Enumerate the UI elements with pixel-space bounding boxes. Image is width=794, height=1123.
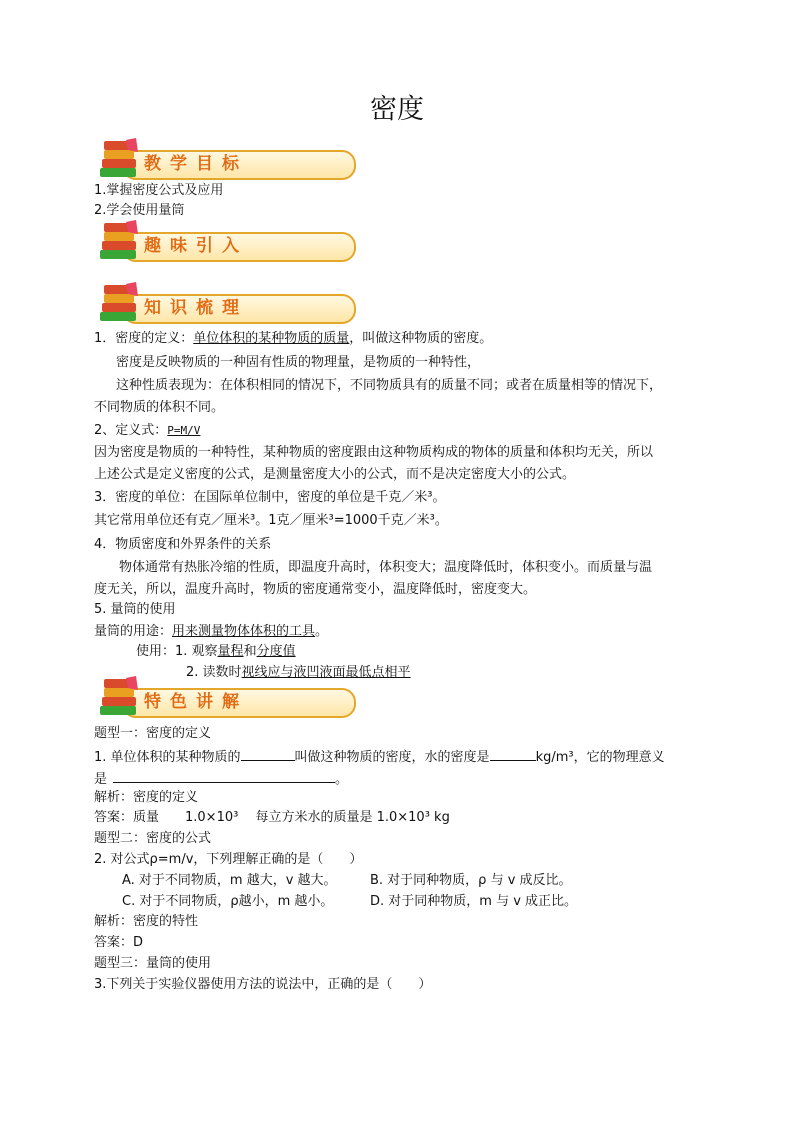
type-1-heading: 题型一：密度的定义	[94, 726, 212, 741]
underlined-term: 用来测量物体体积的工具	[172, 624, 316, 639]
section-title-featured: 特色讲解	[144, 692, 248, 712]
knowledge-2-line3: 上述公式是定义密度的公式，是测量密度大小的公式，而不是决定密度大小的公式。	[94, 467, 576, 482]
knowledge-2-formula	[94, 421, 200, 441]
question-3-stem: 3.下列关于实验仪器使用方法的说法中，正确的是（ ）	[94, 977, 432, 992]
answer-blank	[241, 746, 295, 761]
text: 。	[335, 772, 349, 787]
text: 使用：1. 观察	[136, 644, 218, 659]
knowledge-5-usage-2	[186, 663, 411, 683]
section-title-intro: 趣味引入	[144, 236, 248, 256]
knowledge-1-line4: 不同物质的体积不同。	[94, 400, 225, 415]
question-2-option-b: B. 对于同种物质，ρ 与 v 成反比。	[370, 873, 572, 888]
knowledge-2-line2: 因为密度是物质的一种特性，某种物质的密度跟由这种物质构成的物体的质量和体积均无关，所以	[94, 445, 654, 460]
section-banner-featured	[96, 684, 266, 720]
analysis-2: 解析：密度的特性	[94, 914, 199, 929]
question-2-option-a: A. 对于不同物质，m 越大，v 越大。	[122, 873, 337, 888]
text: 叫做这种物质的密度，水的密度是	[294, 750, 490, 765]
question-2-option-c: C. 对于不同物质，ρ越小，m 越小。	[122, 894, 334, 909]
underlined-term: 单位体积的某种物质的质量	[193, 331, 350, 346]
text: 2、定义式：	[94, 423, 168, 438]
type-3-heading: 题型三：量筒的使用	[94, 956, 212, 971]
question-2-option-d: D. 对于同种物质，m 与 v 成正比。	[370, 894, 578, 909]
section-title-knowledge: 知识梳理	[144, 298, 248, 318]
answer-blank	[490, 746, 536, 761]
underlined-term: 分度值	[256, 644, 296, 659]
section-banner-objectives	[96, 146, 266, 182]
section-banner-intro	[96, 228, 266, 264]
text: 1．密度的定义：	[94, 331, 194, 346]
knowledge-3-line1: 3．密度的单位：在国际单位制中，密度的单位是千克／米³。	[94, 490, 446, 505]
underlined-term: 量程	[217, 644, 244, 659]
question-2-stem: 2. 对公式ρ=m/v，下列理解正确的是（ ）	[94, 852, 363, 867]
formula: P=M/V	[167, 424, 201, 437]
knowledge-5-use	[94, 622, 328, 642]
text: 2. 读数时	[186, 665, 242, 680]
text: 是	[94, 772, 108, 787]
text: ，叫做这种物质的密度。	[349, 331, 493, 346]
knowledge-1-line3: 这种性质表现为：在体积相同的情况下，不同物质具有的质量不同；或者在质量相等的情况下，	[116, 378, 663, 393]
text: kg/m³，它的物理意义	[535, 750, 665, 765]
analysis-1: 解析：密度的定义	[94, 790, 199, 805]
text: 量筒的用途：	[94, 624, 173, 639]
type-2-heading: 题型二：密度的公式	[94, 831, 212, 846]
answer-1: 答案：质量 1.0×10³ 每立方米水的质量是 1.0×10³ kg	[94, 810, 450, 825]
books-icon	[96, 676, 142, 720]
text: 1. 单位体积的某种物质的	[94, 750, 241, 765]
question-1-cont	[94, 768, 348, 790]
text: 和	[243, 644, 257, 659]
question-1	[94, 746, 665, 768]
knowledge-1-definition	[94, 329, 492, 349]
knowledge-5-line1: 5. 量筒的使用	[94, 602, 176, 617]
knowledge-4-line3: 度无关，所以，温度升高时，物质的密度通常变小，温度降低时，密度变大。	[94, 582, 537, 597]
text: 。	[315, 624, 329, 639]
page-title: 密度	[370, 94, 424, 125]
knowledge-4-line1: 4．物质密度和外界条件的关系	[94, 537, 272, 552]
knowledge-3-line2: 其它常用单位还有克／厘米³。1克／厘米³=1000千克／米³。	[94, 513, 448, 528]
section-title-objectives: 教学目标	[144, 154, 248, 174]
books-icon	[96, 220, 142, 264]
section-banner-knowledge	[96, 290, 266, 326]
answer-2: 答案：D	[94, 935, 144, 950]
objective-1: 1.掌握密度公式及应用	[94, 183, 224, 198]
answer-blank	[113, 768, 335, 783]
books-icon	[96, 282, 142, 326]
underlined-term: 视线应与液凹液面最低点相平	[241, 665, 411, 680]
knowledge-1-line2: 密度是反映物质的一种固有性质的物理量，是物质的一种特性，	[116, 355, 481, 370]
knowledge-4-line2: 物体通常有热胀冷缩的性质，即温度升高时，体积变大；温度降低时，体积变小。而质量与温	[119, 560, 653, 575]
objective-2: 2.学会使用量筒	[94, 203, 185, 218]
books-icon	[96, 138, 142, 182]
knowledge-5-usage-1	[136, 642, 296, 662]
